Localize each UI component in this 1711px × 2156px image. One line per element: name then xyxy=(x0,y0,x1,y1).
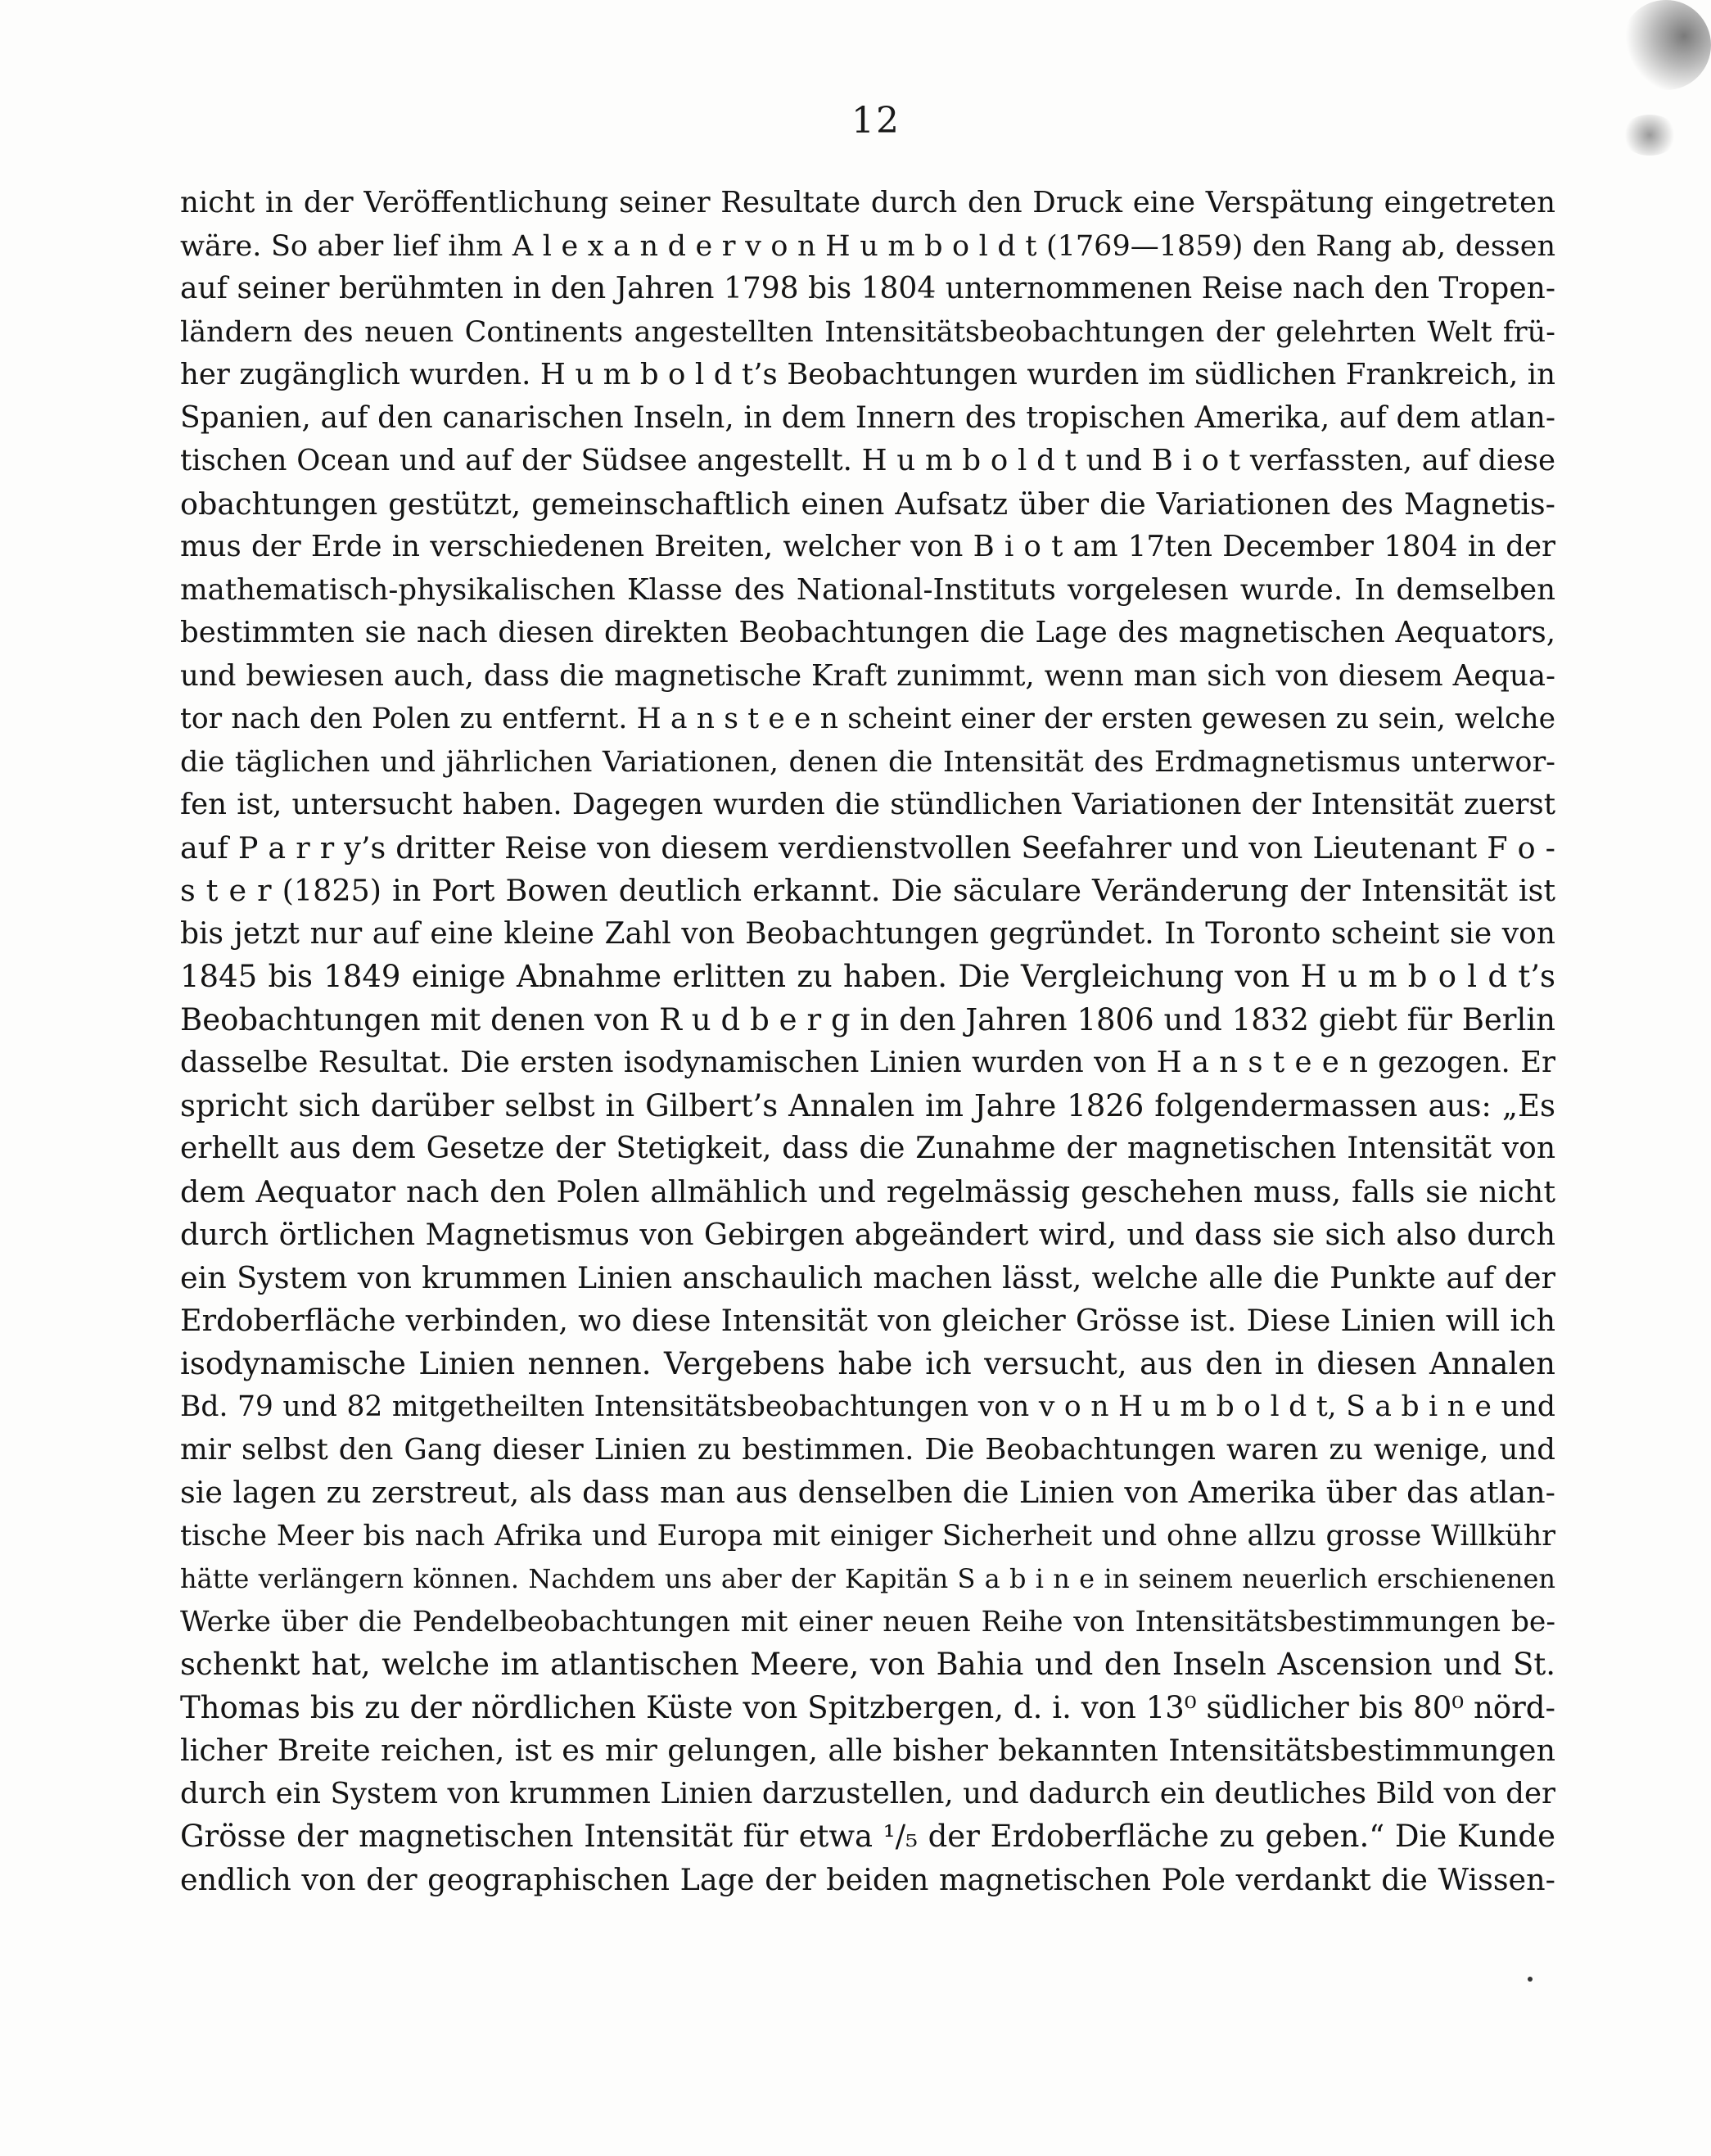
text-line: tische Meer bis nach Afrika und Europa mit einiger Sicherheit und ohne allzu grosse Willkühr xyxy=(180,1519,1555,1553)
text-line: Grösse der magnetischen Intensität für etwa ¹/₅ der Erdoberfläche zu geben.“ Die Kunde xyxy=(180,1819,1555,1854)
text-line: Bd. 79 und 82 mitgetheilten Intensitätsbeobachtungen von v o n H u m b o l d t, S a b i n e und xyxy=(180,1390,1555,1423)
text-line: und bewiesen auch, dass die magnetische Kraft zunimmt, wenn man sich von diesem Aequa- xyxy=(180,658,1555,693)
text-line: ländern des neuen Continents angestellten Intensitätsbeobachtungen der gelehrten Welt frü- xyxy=(180,315,1555,349)
body-text xyxy=(180,182,1555,1901)
text-line: durch ein System von krummen Linien darzustellen, und dadurch ein deutliches Bild von der xyxy=(180,1776,1555,1810)
text-line: 1845 bis 1849 einige Abnahme erlitten zu haben. Die Vergleichung von H u m b o l d t’s xyxy=(180,959,1555,994)
stray-mark xyxy=(1528,1977,1533,1982)
page-number: 12 xyxy=(851,100,901,142)
text-line: sie lagen zu zerstreut, als dass man aus denselben die Linien von Amerika über das atlan- xyxy=(180,1475,1555,1510)
text-line: mir selbst den Gang dieser Linien zu bestimmen. Die Beobachtungen waren zu wenige, und xyxy=(180,1432,1555,1467)
text-line: tor nach den Polen zu entfernt. H a n s t e e n scheint einer der ersten gewesen zu sein, welche xyxy=(180,703,1555,735)
text-line: durch örtlichen Magnetismus von Gebirgen abgeändert wird, und dass sie sich also durch xyxy=(180,1217,1555,1252)
text-line: ein System von krummen Linien anschaulich machen lässt, welche alle die Punkte auf der xyxy=(180,1259,1555,1295)
text-line: Thomas bis zu der nördlichen Küste von Spitzbergen, d. i. von 13⁰ südlicher bis 80⁰ nörd- xyxy=(180,1689,1555,1725)
text-line: licher Breite reichen, ist es mir gelungen, alle bisher bekannten Intensitätsbestimmungen xyxy=(180,1733,1555,1768)
text-line: die täglichen und jährlichen Variationen, denen die Intensität des Erdmagnetismus unterwor- xyxy=(180,745,1555,779)
text-line: spricht sich darüber selbst in Gilbert’s Annalen im Jahre 1826 folgendermassen aus: „Es xyxy=(180,1087,1555,1123)
text-line: erhellt aus dem Gesetze der Stetigkeit, dass die Zunahme der magnetischen Intensität von xyxy=(180,1132,1555,1165)
text-line: auf P a r r y’s dritter Reise von diesem verdienstvollen Seefahrer und von Lieutenant F o - xyxy=(180,829,1555,866)
text-line: schenkt hat, welche im atlantischen Meere, von Bahia und den Inseln Ascension und St. xyxy=(180,1647,1555,1682)
text-line: nicht in der Veröffentlichung seiner Resultate durch den Druck eine Verspätung eingetreten xyxy=(180,186,1555,219)
text-line: Werke über die Pendelbeobachtungen mit einer neuen Reihe von Intensitätsbestimmungen be- xyxy=(180,1605,1555,1638)
text-line: Erdoberfläche verbinden, wo diese Intensität von gleicher Grösse ist. Diese Linien will ich xyxy=(180,1303,1555,1338)
text-line: endlich von der geographischen Lage der beiden magnetischen Pole verdankt die Wissen- xyxy=(180,1861,1555,1897)
scan-smudge xyxy=(1621,0,1711,90)
text-line: isodynamische Linien nennen. Vergebens habe ich versucht, aus den in diesen Annalen xyxy=(180,1345,1555,1381)
text-line: dem Aequator nach den Polen allmählich und regelmässig geschehen muss, falls sie nicht xyxy=(180,1173,1555,1209)
text-line: s t e r (1825) in Port Bowen deutlich erkannt. Die säculare Veränderung der Intensität ist xyxy=(180,873,1555,908)
text-line: hätte verlängern können. Nachdem uns aber der Kapitän S a b i n e in seinem neuerlich erschienenen xyxy=(180,1563,1555,1594)
text-line: bis jetzt nur auf eine kleine Zahl von Beobachtungen gegründet. In Toronto scheint sie von xyxy=(180,916,1555,951)
text-line: mathematisch-physikalischen Klasse des National-Instituts vorgelesen wurde. In demselben xyxy=(180,572,1555,607)
text-line: wäre. So aber lief ihm A l e x a n d e r v o n H u m b o l d t (1769—1859) den Rang ab, dessen xyxy=(180,229,1555,263)
text-line: Spanien, auf den canarischen Inseln, in dem Innern des tropischen Amerika, auf dem atlan- xyxy=(180,400,1555,435)
text-line: fen ist, untersucht haben. Dagegen wurden die stündlichen Variationen der Intensität zuerst xyxy=(180,788,1555,821)
text-line: obachtungen gestützt, gemeinschaftlich einen Aufsatz über die Variationen des Magnetis- xyxy=(180,486,1555,522)
text-line: bestimmten sie nach diesen direkten Beobachtungen die Lage des magnetischen Aequators, xyxy=(180,616,1555,649)
text-line: mus der Erde in verschiedenen Breiten, welcher von B i o t am 17ten December 1804 in der xyxy=(180,530,1555,563)
text-line: dasselbe Resultat. Die ersten isodynamischen Linien wurden von H a n s t e e n gezogen. Er xyxy=(180,1046,1555,1079)
text-line: tischen Ocean und auf der Südsee angestellt. H u m b o l d t und B i o t verfassten, auf diese xyxy=(180,444,1555,477)
text-line: her zugänglich wurden. H u m b o l d t’s Beobachtungen wurden im südlichen Frankreich, in xyxy=(180,358,1555,391)
text-line: Beobachtungen mit denen von R u d b e r g in den Jahren 1806 und 1832 giebt für Berlin xyxy=(180,1001,1555,1037)
text-line: auf seiner berühmten in den Jahren 1798 bis 1804 unternommenen Reise nach den Tropen- xyxy=(180,272,1555,305)
